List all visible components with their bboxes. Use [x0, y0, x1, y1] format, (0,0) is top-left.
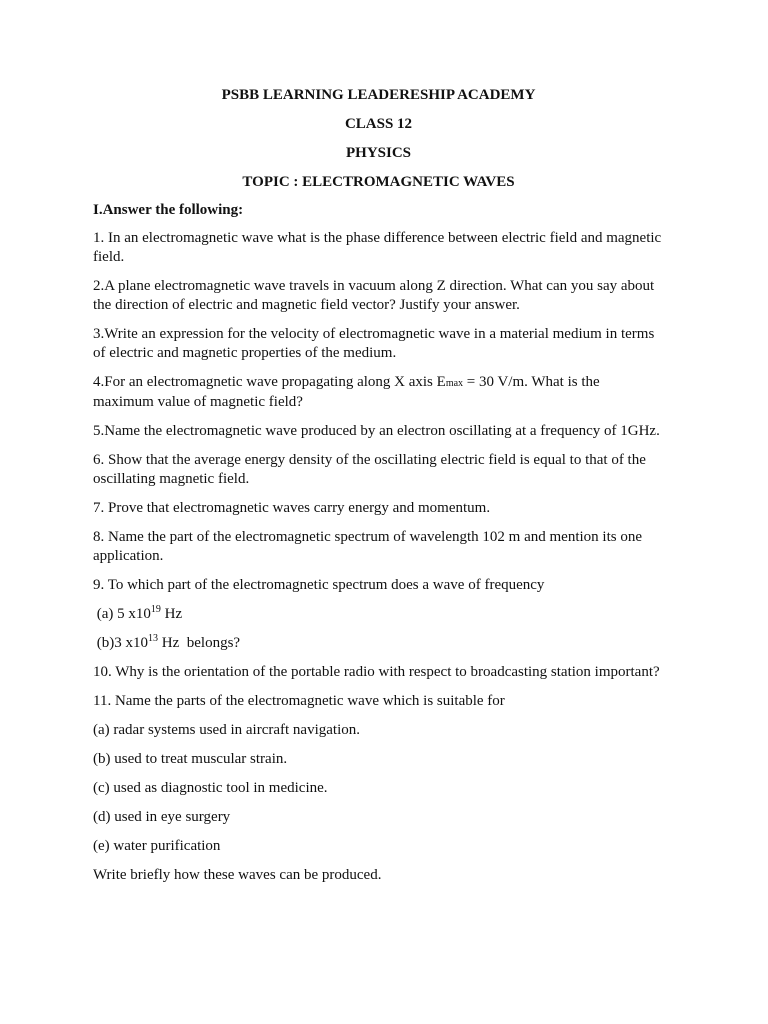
question-1: 1. In an electromagnetic wave what is the phase difference between electric field and magnetic field. [93, 230, 662, 265]
question-5: 5.Name the electromagnetic wave produced by an electron oscillating at a frequency of 1GHz. [93, 423, 660, 439]
question-9a-text: (a) 5 x10 [93, 606, 151, 622]
question-11: 11. Name the parts of the electromagnetic wave which is suitable for [93, 693, 505, 709]
question-4-text: 4.For an electromagnetic wave propagating along X axis E [93, 374, 446, 390]
question-9-part-b [93, 634, 664, 653]
topic-label: TOPIC : ELECTROMAGNETIC WAVES [242, 174, 515, 190]
question-4-text-end: = 30 V/m. What is the maximum value of magnetic field? [93, 374, 600, 410]
question-11-part-b: (b) used to treat muscular strain. [93, 751, 288, 767]
question-9-part-a [93, 605, 664, 624]
section-title: I.Answer the following: [93, 202, 244, 218]
question-9b-text: (b)3 x10 [93, 635, 148, 651]
question-6: 6. Show that the average energy density of the oscillating electric field is equal to that of the oscillating magnetic field. [93, 452, 646, 487]
subject-label: PHYSICS [345, 145, 412, 161]
emax-subscript: max [445, 378, 464, 389]
question-9a-unit: Hz [160, 606, 183, 622]
question-8: 8. Name the part of the electromagnetic spectrum of wavelength 102 m and mention its one application. [93, 529, 642, 564]
question-11-part-d: (d) used in eye surgery [93, 809, 231, 825]
question-11-part-c: (c) used as diagnostic tool in medicine. [93, 780, 328, 796]
question-11-part-a: (a) radar systems used in aircraft navigation. [93, 722, 360, 738]
school-name: PSBB LEARNING LEADERESHIP ACADEMY [221, 87, 536, 103]
class-label: CLASS 12 [344, 116, 413, 132]
exponent-19: 19 [150, 604, 161, 615]
question-2: 2.A plane electromagnetic wave travels in vacuum along Z direction. What can you say about the direction of electric and magnetic field vector? Justify your answer. [93, 278, 655, 313]
question-11-part-e: (e) water purification [93, 838, 221, 854]
question-10: 10. Why is the orientation of the portable radio with respect to broadcasting station important? [93, 664, 660, 680]
question-3: 3.Write an expression for the velocity of electromagnetic wave in a material medium in terms of electric and magnetic properties of the medium. [93, 326, 655, 361]
question-7: 7. Prove that electromagnetic waves carry energy and momentum. [93, 500, 491, 516]
question-9: 9. To which part of the electromagnetic spectrum does a wave of frequency [93, 577, 545, 593]
exponent-13: 13 [148, 633, 158, 644]
question-9b-unit: Hz belongs? [158, 635, 241, 651]
question-4 [93, 373, 664, 412]
question-11-closing: Write briefly how these waves can be produced. [93, 867, 382, 883]
